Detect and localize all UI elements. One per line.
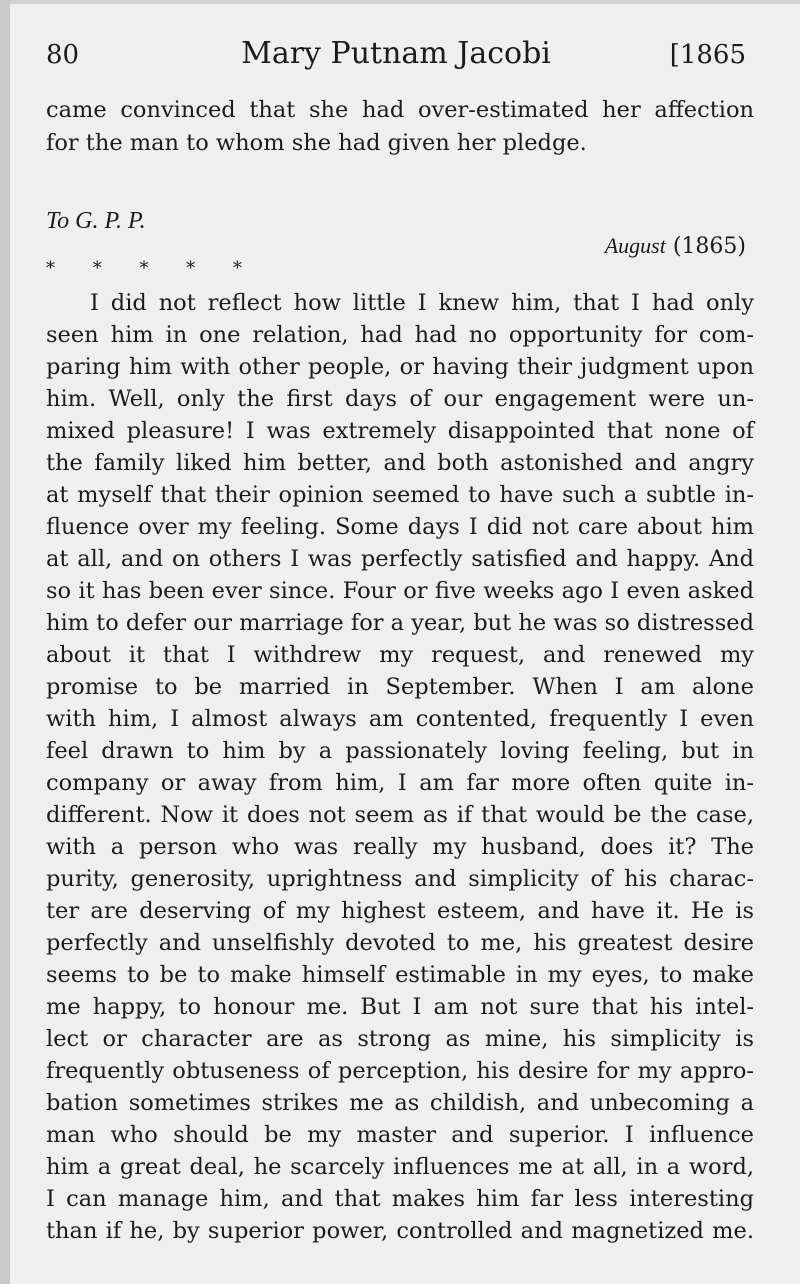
body-line: different. Now it does not seem as if that would be the case, <box>46 802 754 828</box>
body-line: perfectly and unselfishly devoted to me, his greatest desire <box>46 930 754 956</box>
body-line: than if he, by superior power, controlled and magnetized me. <box>46 1218 754 1244</box>
body-line: about it that I withdrew my request, and renewed my <box>46 642 754 668</box>
body-line: purity, generosity, uprightness and simplicity of his charac- <box>46 866 754 892</box>
body-line: feel drawn to him by a passionately loving feeling, but in <box>46 738 754 764</box>
page-left-edge <box>0 0 10 1284</box>
letter-salutation: To G. P. P. <box>46 208 146 234</box>
letter-date-month: August <box>604 233 666 258</box>
header-year: [1865 <box>669 40 746 70</box>
body-line: man who should be my master and superior. I influence <box>46 1122 754 1148</box>
ellipsis-stars: * * * * * <box>46 258 258 279</box>
body-line: fluence over my feeling. Some days I did not care about him <box>46 514 754 540</box>
body-line: ter are deserving of my highest esteem, and have it. He is <box>46 898 754 924</box>
body-line: at myself that their opinion seemed to have such a subtle in- <box>46 482 754 508</box>
body-line: him. Well, only the first days of our engagement were un- <box>46 386 754 412</box>
body-line: bation sometimes strikes me as childish, and unbecoming a <box>46 1090 754 1116</box>
opening-line: for the man to whom she had given her pledge. <box>46 130 587 156</box>
body-line: I did not reflect how little I knew him, that I had only <box>90 290 754 316</box>
body-line: him to defer our marriage for a year, but he was so distressed <box>46 610 754 636</box>
letter-date-year: (1865) <box>672 234 746 259</box>
body-line: the family liked him better, and both astonished and angry <box>46 450 754 476</box>
body-line: me happy, to honour me. But I am not sure that his intel- <box>46 994 754 1020</box>
page-top-edge <box>0 0 800 4</box>
body-line: lect or character are as strong as mine, his simplicity is <box>46 1026 754 1052</box>
body-line: mixed pleasure! I was extremely disappointed that none of <box>46 418 754 444</box>
body-line: company or away from him, I am far more often quite in- <box>46 770 754 796</box>
page-number: 80 <box>46 40 80 70</box>
opening-line: came convinced that she had over-estimated her affection <box>46 97 754 123</box>
body-line: seems to be to make himself estimable in my eyes, to make <box>46 962 754 988</box>
body-line: paring him with other people, or having their judgment upon <box>46 354 754 380</box>
body-line: promise to be married in September. When I am alone <box>46 674 754 700</box>
running-header <box>46 34 746 78</box>
body-line: so it has been ever since. Four or five weeks ago I even asked <box>46 578 754 604</box>
body-line: with a person who was really my husband, does it? The <box>46 834 754 860</box>
running-title: Mary Putnam Jacobi <box>241 36 551 71</box>
body-line: with him, I almost always am contented, frequently I even <box>46 706 754 732</box>
body-line: seen him in one relation, had had no opportunity for com- <box>46 322 754 348</box>
body-line: him a great deal, he scarcely influences me at all, in a word, <box>46 1154 754 1180</box>
body-line: frequently obtuseness of perception, his desire for my appro- <box>46 1058 754 1084</box>
body-line: at all, and on others I was perfectly satisfied and happy. And <box>46 546 754 572</box>
letter-dateline <box>605 233 746 259</box>
body-line: I can manage him, and that makes him far less interesting <box>46 1186 754 1212</box>
